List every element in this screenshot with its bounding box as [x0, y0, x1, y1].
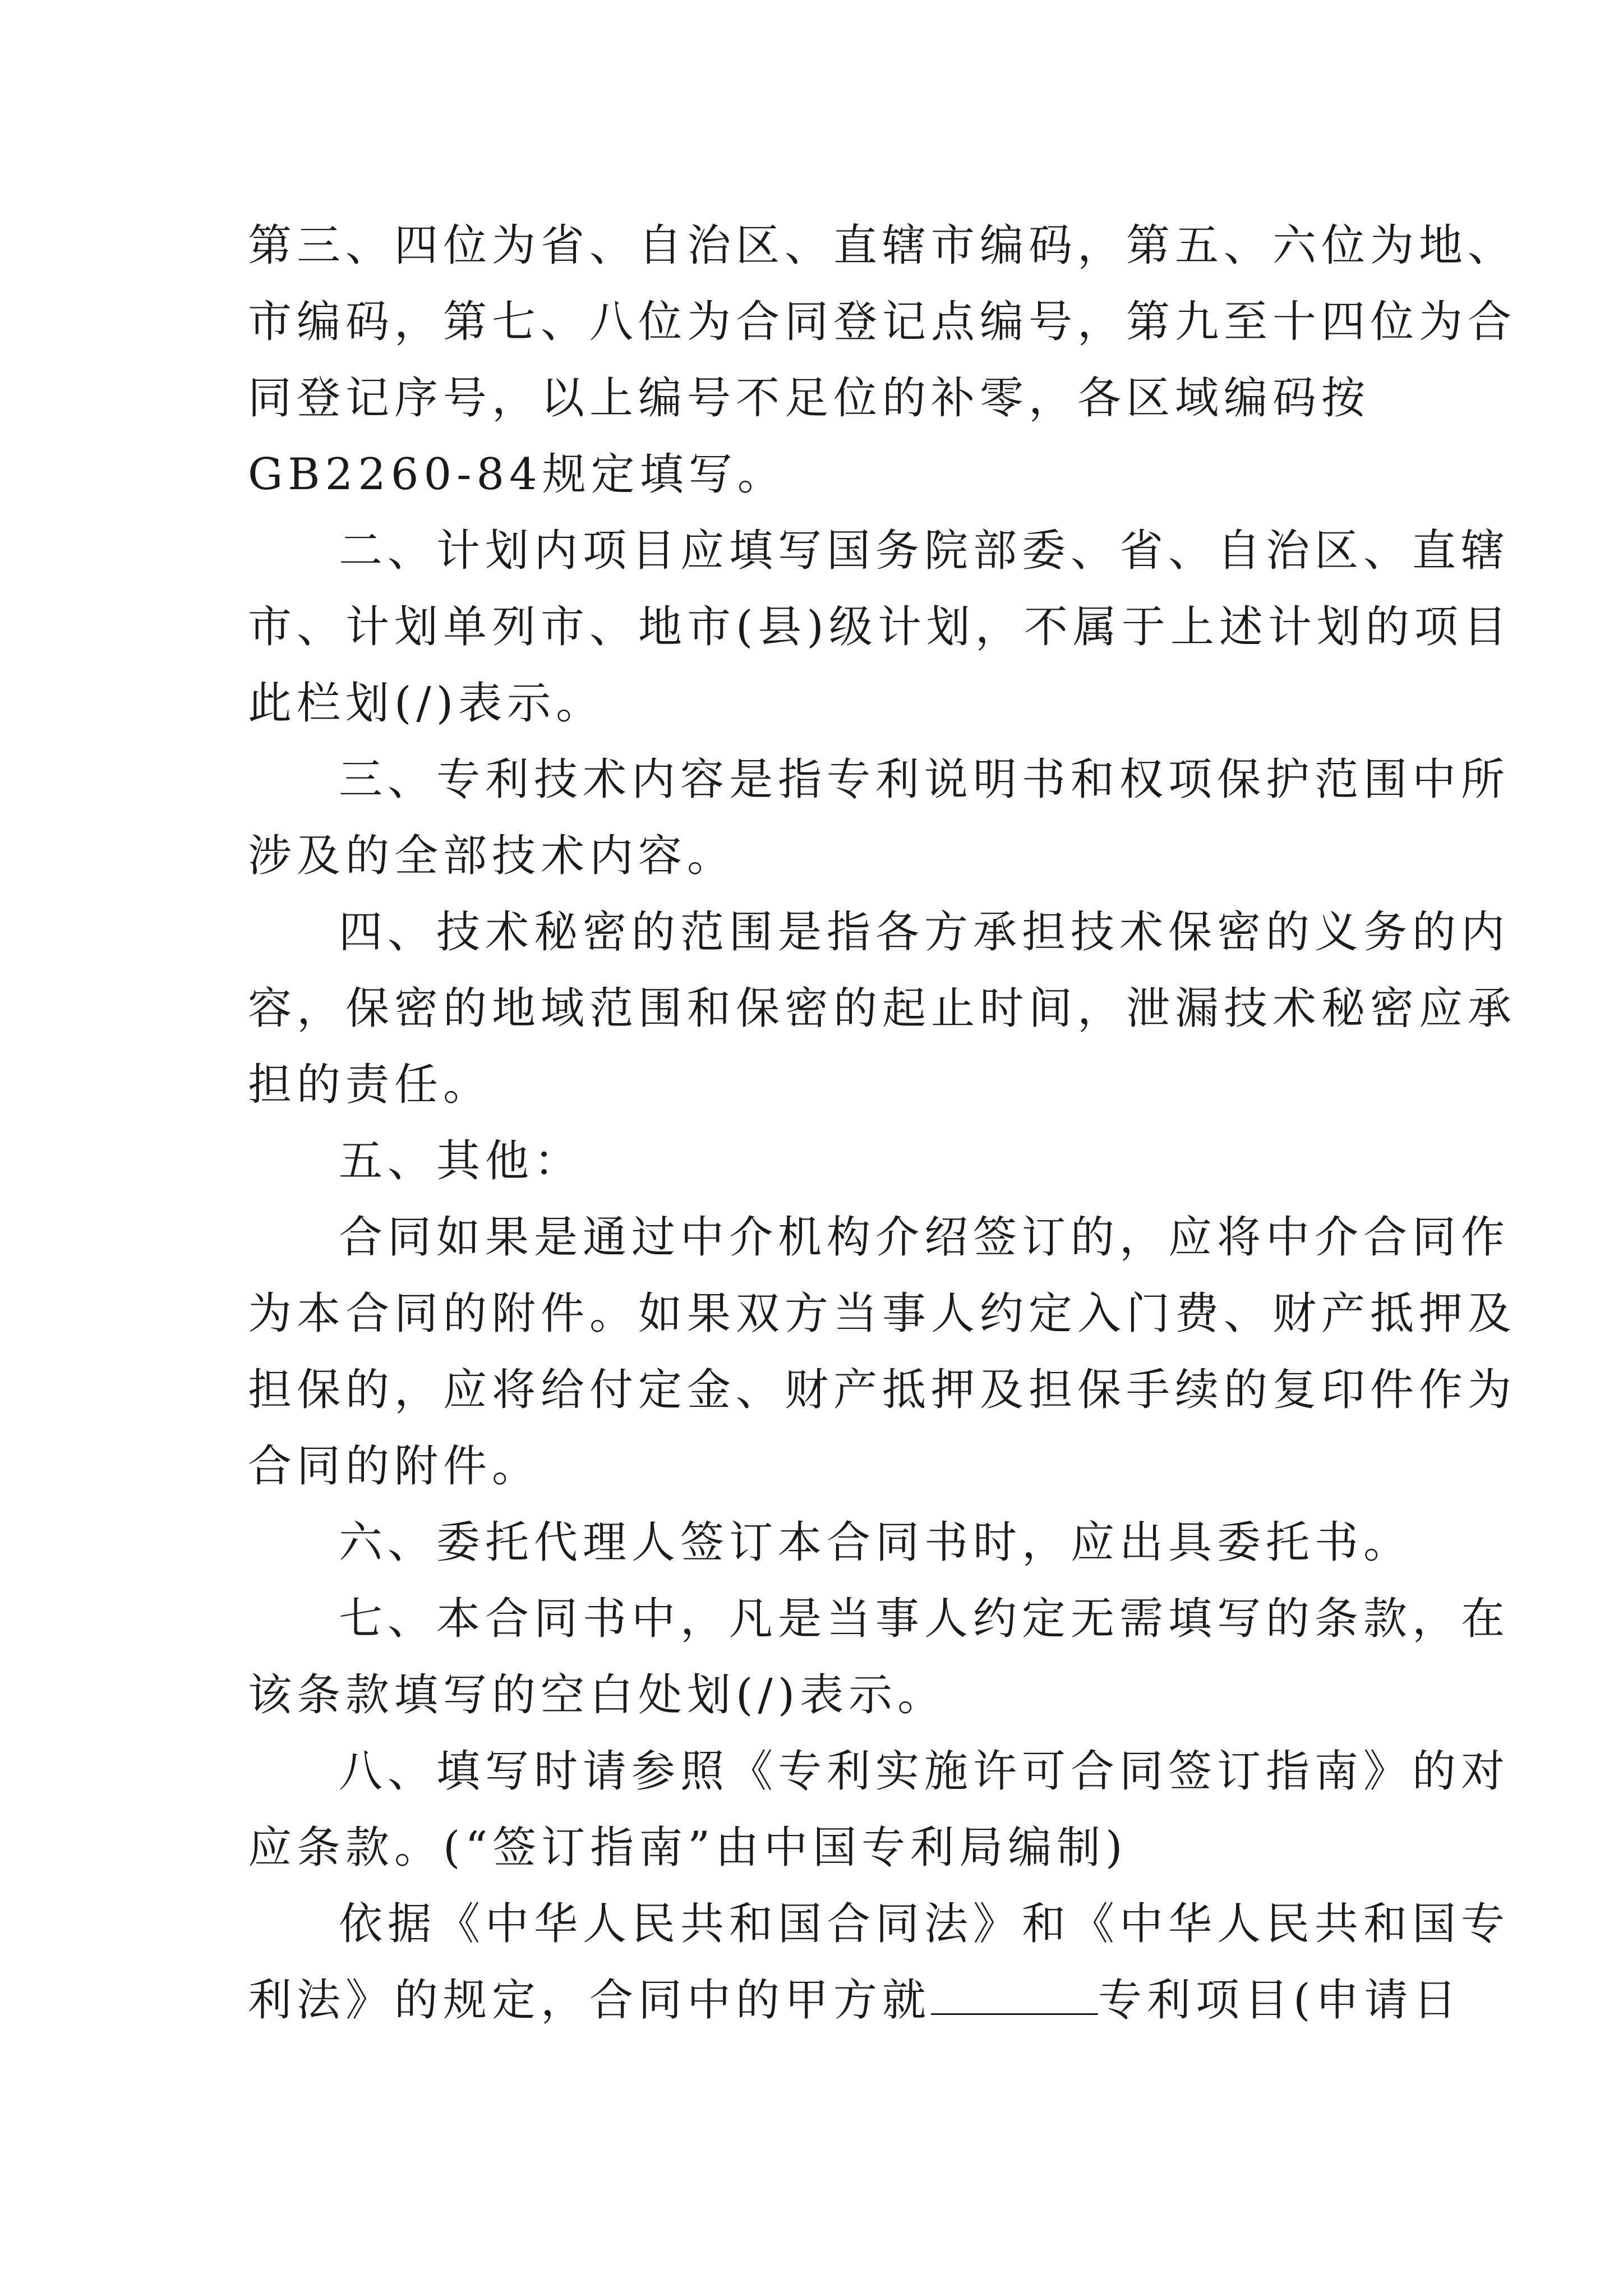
text-line: 七、本合同书中，凡是当事人约定无需填写的条款，在: [339, 1594, 1510, 1644]
text-line: 担保的，应将给付定金、财产抵押及担保手续的复印件作为: [248, 1365, 1517, 1415]
text-line: 四、技术秘密的范围是指各方承担技术保密的义务的内: [339, 907, 1510, 958]
text-line: 八、填写时请参照《专利实施许可合同签订指南》的对: [339, 1746, 1510, 1797]
text-line: 市、计划单列市、地市(县)级计划，不属于上述计划的项目: [248, 602, 1512, 652]
text-line: 为本合同的附件。如果双方当事人约定入门费、财产抵押及: [248, 1289, 1517, 1339]
text-line: 同登记序号，以上编号不足位的补零，各区域编码按: [248, 373, 1371, 424]
text-line: 应条款。(“签订指南”由中国专利局编制): [248, 1823, 1128, 1873]
text-line: 该条款填写的空白处划(/)表示。: [248, 1670, 947, 1720]
text-line: 合同的附件。: [248, 1441, 541, 1492]
text-line: GB2260-84规定填写。: [248, 449, 786, 500]
text-line: 涉及的全部技术内容。: [248, 831, 736, 881]
text-line: 依据《中华人民共和国合同法》和《中华人民共和国专: [339, 1899, 1510, 1949]
text-line: 合同如果是通过中介机构介绍签订的，应将中介合同作: [339, 1212, 1510, 1263]
text-segment: 专利项目(申请日: [1098, 1975, 1462, 2026]
text-line: 担的责任。: [248, 1060, 492, 1110]
fill-in-blank: [931, 1974, 1098, 2015]
text-line: 此栏划(/)表示。: [248, 678, 605, 729]
text-line: 六、委托代理人签订本合同书时，应出具委托书。: [339, 1517, 1413, 1568]
text-line: 容，保密的地域范围和保密的起止时间，泄漏技术秘密应承: [248, 983, 1517, 1034]
text-line: 二、计划内项目应填写国务院部委、省、自治区、直辖: [339, 526, 1510, 576]
text-line: 三、专利技术内容是指专利说明书和权项保护范围中所: [339, 754, 1510, 805]
document-body: [248, 208, 1517, 2039]
text-line: 第三、四位为省、自治区、直辖市编码，第五、六位为地、: [248, 220, 1517, 271]
text-line: 市编码，第七、八位为合同登记点编号，第九至十四位为合: [248, 297, 1517, 347]
text-segment: 利法》的规定，合同中的甲方就: [248, 1975, 932, 2026]
text-line: 五、其他：: [339, 1136, 583, 1186]
text-line-with-blank: [248, 1962, 1462, 2039]
